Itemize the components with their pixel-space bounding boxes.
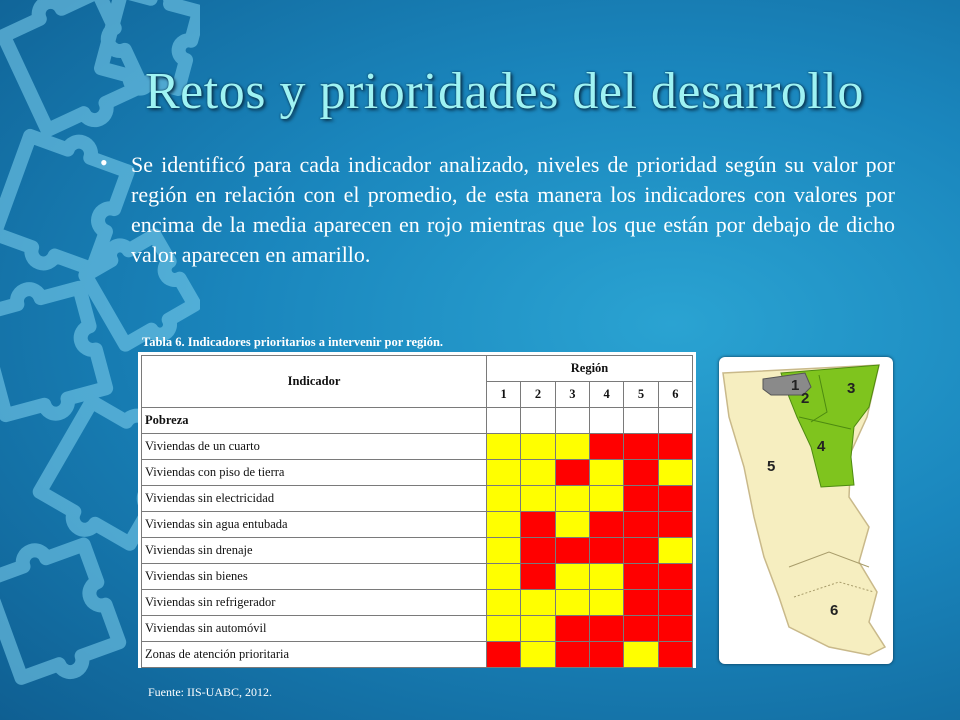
header-indicator: Indicador bbox=[142, 356, 487, 408]
priority-cell bbox=[589, 460, 623, 486]
indicator-label: Viviendas sin bienes bbox=[142, 564, 487, 590]
region-number: 6 bbox=[658, 382, 692, 408]
priority-cell bbox=[589, 564, 623, 590]
slide-title: Retos y prioridades del desarrollo bbox=[145, 63, 864, 120]
region-number: 3 bbox=[555, 382, 589, 408]
priority-cell bbox=[589, 512, 623, 538]
bullet-text: Se identificó para cada indicador analizado, niveles de prioridad según su valor por región en relación con el promedio, de esta manera los indicadores con valores por encima de la media aparecen en rojo mientras que los que están por debajo de dicho valor aparecen en amarillo. bbox=[131, 152, 895, 267]
priority-cell bbox=[555, 590, 589, 616]
priority-cell bbox=[555, 642, 589, 668]
table-row bbox=[142, 616, 693, 642]
map-label-5: 5 bbox=[767, 458, 776, 475]
priority-cell bbox=[658, 460, 692, 486]
bullet-paragraph bbox=[100, 150, 895, 270]
priority-cell bbox=[555, 538, 589, 564]
indicator-label: Viviendas sin refrigerador bbox=[142, 590, 487, 616]
priority-cell bbox=[658, 590, 692, 616]
indicator-label: Viviendas sin electricidad bbox=[142, 486, 487, 512]
priority-cell bbox=[658, 486, 692, 512]
priority-cell bbox=[658, 642, 692, 668]
indicator-label: Viviendas de un cuarto bbox=[142, 434, 487, 460]
priority-cell bbox=[555, 460, 589, 486]
priority-cell bbox=[521, 564, 555, 590]
priority-cell bbox=[658, 512, 692, 538]
priority-cell bbox=[589, 538, 623, 564]
priority-cell bbox=[487, 460, 521, 486]
region-map bbox=[719, 357, 893, 664]
indicator-label: Viviendas sin agua entubada bbox=[142, 512, 487, 538]
priority-cell bbox=[487, 512, 521, 538]
table-row bbox=[142, 590, 693, 616]
priority-cell bbox=[624, 538, 658, 564]
priority-cell bbox=[521, 434, 555, 460]
map-label-1: 1 bbox=[791, 377, 800, 394]
priority-cell bbox=[521, 512, 555, 538]
table-caption: Tabla 6. Indicadores prioritarios a intervenir por región. bbox=[142, 335, 444, 349]
table-row bbox=[142, 538, 693, 564]
table-row bbox=[142, 486, 693, 512]
priority-cell bbox=[555, 486, 589, 512]
priority-table-box bbox=[138, 352, 696, 668]
priority-cell bbox=[624, 434, 658, 460]
priority-table bbox=[141, 355, 693, 668]
priority-cell bbox=[658, 538, 692, 564]
priority-cell bbox=[521, 538, 555, 564]
indicator-label: Viviendas sin drenaje bbox=[142, 538, 487, 564]
priority-cell bbox=[521, 616, 555, 642]
priority-cell bbox=[487, 486, 521, 512]
indicator-label: Viviendas sin automóvil bbox=[142, 616, 487, 642]
header-region: Región bbox=[487, 356, 693, 382]
priority-cell bbox=[555, 616, 589, 642]
map-svg bbox=[719, 357, 893, 664]
priority-cell bbox=[487, 564, 521, 590]
table-row bbox=[142, 642, 693, 668]
map-label-3: 3 bbox=[847, 380, 856, 397]
priority-cell bbox=[487, 590, 521, 616]
map-label-6: 6 bbox=[830, 602, 839, 619]
priority-cell bbox=[487, 616, 521, 642]
priority-cell bbox=[589, 486, 623, 512]
priority-cell bbox=[487, 434, 521, 460]
priority-cell bbox=[658, 616, 692, 642]
region-number: 1 bbox=[487, 382, 521, 408]
indicator-label: Viviendas con piso de tierra bbox=[142, 460, 487, 486]
table-row bbox=[142, 460, 693, 486]
table-row bbox=[142, 512, 693, 538]
section-label: Pobreza bbox=[142, 408, 487, 434]
map-label-4: 4 bbox=[817, 438, 826, 455]
priority-cell bbox=[487, 538, 521, 564]
priority-cell bbox=[624, 512, 658, 538]
region-number: 5 bbox=[624, 382, 658, 408]
table-row bbox=[142, 564, 693, 590]
region-number: 2 bbox=[521, 382, 555, 408]
priority-cell bbox=[624, 460, 658, 486]
priority-cell bbox=[589, 616, 623, 642]
priority-cell bbox=[624, 590, 658, 616]
priority-cell bbox=[521, 460, 555, 486]
priority-cell bbox=[555, 512, 589, 538]
priority-cell bbox=[589, 590, 623, 616]
indicator-label: Zonas de atención prioritaria bbox=[142, 642, 487, 668]
priority-cell bbox=[624, 564, 658, 590]
priority-cell bbox=[624, 486, 658, 512]
priority-cell bbox=[521, 590, 555, 616]
source-note: Fuente: IIS-UABC, 2012. bbox=[148, 685, 272, 699]
priority-cell bbox=[589, 434, 623, 460]
priority-cell bbox=[521, 486, 555, 512]
priority-cell bbox=[658, 564, 692, 590]
region-number: 4 bbox=[589, 382, 623, 408]
priority-cell bbox=[487, 642, 521, 668]
table-body bbox=[142, 408, 693, 668]
priority-cell bbox=[555, 564, 589, 590]
priority-cell bbox=[624, 616, 658, 642]
priority-cell bbox=[521, 642, 555, 668]
priority-cell bbox=[589, 642, 623, 668]
priority-cell bbox=[624, 642, 658, 668]
map-label-2: 2 bbox=[801, 390, 810, 407]
table-row bbox=[142, 434, 693, 460]
priority-cell bbox=[658, 434, 692, 460]
bullet-marker: • bbox=[100, 150, 108, 175]
priority-cell bbox=[555, 434, 589, 460]
